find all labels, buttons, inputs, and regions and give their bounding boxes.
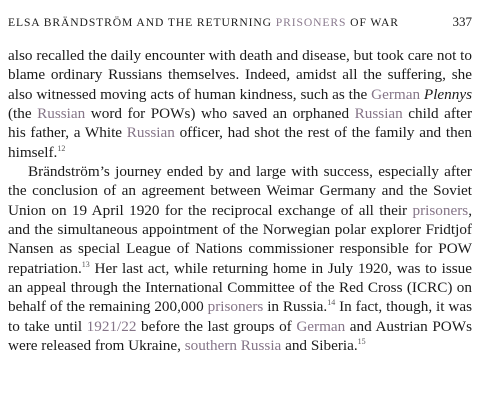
text-run: and Siberia. bbox=[281, 337, 358, 355]
text-run: (the bbox=[8, 105, 38, 123]
text-run: Brändström’s journey ended by and large with success, especially after the conclusion of an agreement between Weimar Germany and the Soviet Union on 19 April 1920 for the reciprocal exchange of all their bbox=[8, 163, 472, 219]
running-head-title bbox=[8, 16, 399, 29]
index-link[interactable]: German bbox=[371, 85, 421, 103]
page-number: 337 bbox=[452, 14, 472, 29]
index-link[interactable]: prisoners bbox=[412, 201, 469, 219]
text-run: word for POWs) who saved an orphaned bbox=[85, 105, 355, 123]
footnote-marker[interactable]: 13 bbox=[81, 259, 90, 269]
text-run: also recalled the daily encounter with death and disease, but took care not to blame ordinary Russians themselves. Indeed, amidst all the suffering, she also witnessed moving acts of human kindness, such as the bbox=[8, 47, 472, 103]
running-head bbox=[8, 14, 472, 32]
index-link[interactable]: Russian bbox=[354, 105, 403, 123]
index-link[interactable]: German bbox=[296, 317, 346, 335]
text-run: and Austrian POWs were released from Ukraine, bbox=[8, 317, 472, 355]
index-link[interactable]: Russian bbox=[37, 105, 86, 123]
text-run: child after his father, a White bbox=[8, 105, 472, 142]
index-link[interactable]: prisoners bbox=[207, 298, 264, 316]
running-head-prisoners-link[interactable]: PRISONERS bbox=[275, 16, 347, 29]
paragraph bbox=[8, 46, 472, 162]
text-run: officer, had shot the rest of the family and then himself. bbox=[8, 124, 472, 161]
italic-term: Plennys bbox=[423, 85, 472, 103]
index-link[interactable]: Russian bbox=[126, 124, 175, 142]
running-head-title-end: OF WAR bbox=[346, 16, 399, 29]
footnote-marker[interactable]: 15 bbox=[357, 337, 366, 347]
index-link[interactable]: 1921/22 bbox=[86, 317, 137, 335]
document-page bbox=[8, 14, 472, 356]
body-text bbox=[8, 46, 472, 356]
footnote-marker[interactable]: 14 bbox=[327, 298, 336, 308]
text-run: in Russia. bbox=[263, 298, 328, 316]
text-run: before the last groups of bbox=[136, 317, 297, 335]
text-run: Her last act, while returning home in July 1920, was to issue an appeal through the International Committee of the Red Cross (ICRC) on behalf of the remaining 200,000 bbox=[8, 259, 472, 316]
footnote-marker[interactable]: 12 bbox=[57, 143, 66, 153]
paragraph bbox=[8, 162, 472, 355]
running-head-title-start: ELSA BRÄNDSTRÖM AND THE RETURNING bbox=[8, 16, 276, 29]
text-run: In fact, though, it was to take until bbox=[8, 298, 472, 335]
index-link[interactable]: southern Russia bbox=[184, 337, 282, 355]
text-run: , and the simultaneous appointment of the Norwegian polar explorer Fridtjof Nansen as special League of Nations commissioner responsible for POW repatriation. bbox=[8, 201, 472, 277]
